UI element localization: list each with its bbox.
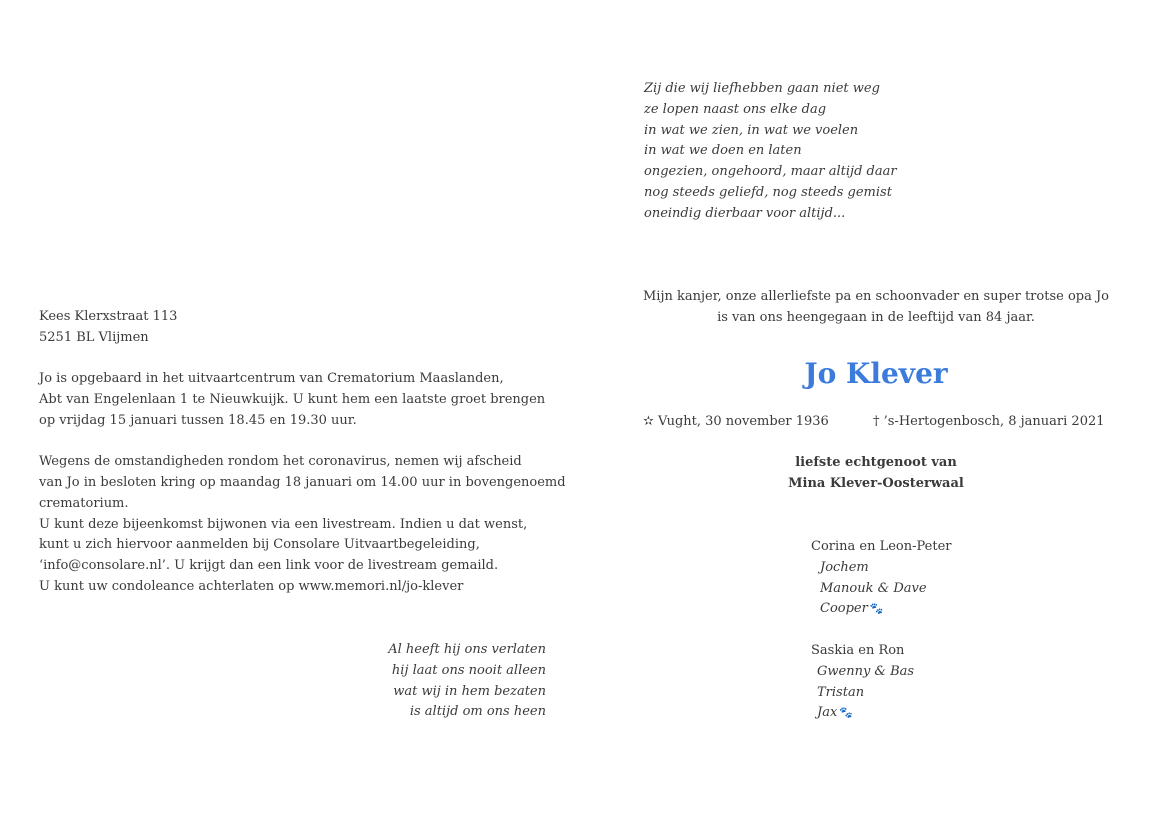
paw-icon: 🐾 xyxy=(839,706,853,720)
poem-line: ongezien, ongehoord, maar altijd daar xyxy=(644,164,897,180)
info-line: Abt van Engelenlaan 1 te Nieuwkuijk. U kunt hem een laatste groet brengen xyxy=(39,391,546,407)
info-line: van Jo in besloten kring op maandag 18 januari om 14.00 uur in bovengenoemd xyxy=(39,474,566,490)
info-line: U kunt uw condoleance achterlaten op www.memori.nl/jo-klever xyxy=(39,578,464,594)
announcement-line: is van ons heengegaan in de leeftijd van 84 jaar. xyxy=(717,309,1035,325)
address-city: 5251 BL Vlijmen xyxy=(39,329,149,345)
info-line: op vrijdag 15 januari tussen 18.45 en 19.30 uur. xyxy=(39,412,357,428)
address-block xyxy=(39,307,177,349)
poem-line: in wat we doen en laten xyxy=(644,143,802,159)
child-name: Tristan xyxy=(817,684,865,700)
family-child xyxy=(811,703,914,724)
info-paragraph-viewing xyxy=(39,369,566,431)
child-name: Cooper xyxy=(820,601,868,617)
birth-date: ✫ Vught, 30 november 1936 xyxy=(643,414,829,429)
spouse-name: Mina Klever-Oosterwaal xyxy=(788,475,964,491)
deceased-name: Jo Klever xyxy=(804,357,948,390)
family-child xyxy=(811,662,914,683)
poem-line: wat wij in hem bezaten xyxy=(393,683,546,699)
poem-line: is altijd om ons heen xyxy=(409,704,546,720)
child-name: Gwenny & Bas xyxy=(817,663,915,679)
closing-poem xyxy=(388,640,546,723)
paw-icon: 🐾 xyxy=(869,602,884,616)
announcement-text xyxy=(584,287,1168,329)
info-line: Jo is opgebaard in het uitvaartcentrum van Crematorium Maaslanden, xyxy=(39,371,504,386)
family-child xyxy=(811,683,914,704)
spouse-block xyxy=(584,453,1168,495)
info-line: U kunt deze bijeenkomst bijwonen via een livestream. Indien u dat wenst, xyxy=(39,516,528,532)
info-paragraph-ceremony xyxy=(39,452,566,598)
poem-line: Al heeft hij ons verlaten xyxy=(388,642,546,657)
death-date: † ’s-Hertogenbosch, 8 januari 2021 xyxy=(873,414,1105,429)
info-line: crematorium. xyxy=(39,495,129,511)
poem-line: Zij die wij liefhebben gaan niet weg xyxy=(644,81,880,96)
child-name: Manouk & Dave xyxy=(820,580,927,596)
family-child xyxy=(811,579,952,600)
family-child xyxy=(811,599,952,620)
child-name: Jax xyxy=(817,705,838,721)
family-parents: Saskia en Ron xyxy=(811,643,905,658)
spouse-label: liefste echtgenoot van xyxy=(795,455,957,470)
family-child xyxy=(811,558,952,579)
poem-line: hij laat ons nooit alleen xyxy=(391,662,546,678)
announcement-line: Mijn kanjer, onze allerliefste pa en schoonvader en super trotse opa Jo xyxy=(642,289,1110,304)
poem-line: nog steeds geliefd, nog steeds gemist xyxy=(644,184,892,200)
poem-line: in wat we zien, in wat we voelen xyxy=(644,122,859,138)
family-block xyxy=(811,537,952,620)
left-page xyxy=(0,0,584,827)
poem-line: ze lopen naast ons elke dag xyxy=(644,101,827,117)
info-line: Wegens de omstandigheden rondom het coronavirus, nemen wij afscheid xyxy=(39,454,522,470)
info-line: kunt u zich hiervoor aanmelden bij Consolare Uitvaartbegeleiding, xyxy=(39,537,480,553)
child-name: Jochem xyxy=(820,559,869,575)
address-street: Kees Klerxstraat 113 xyxy=(39,309,178,324)
right-page xyxy=(584,0,1169,827)
family-parents: Corina en Leon-Peter xyxy=(811,539,952,554)
opening-poem xyxy=(644,79,897,225)
funeral-info xyxy=(39,369,566,598)
info-line: ‘info@consolare.nl’. U krijgt dan een link voor de livestream gemaild. xyxy=(39,558,499,574)
poem-line: oneindig dierbaar voor altijd... xyxy=(644,205,846,221)
family-block xyxy=(811,641,914,724)
